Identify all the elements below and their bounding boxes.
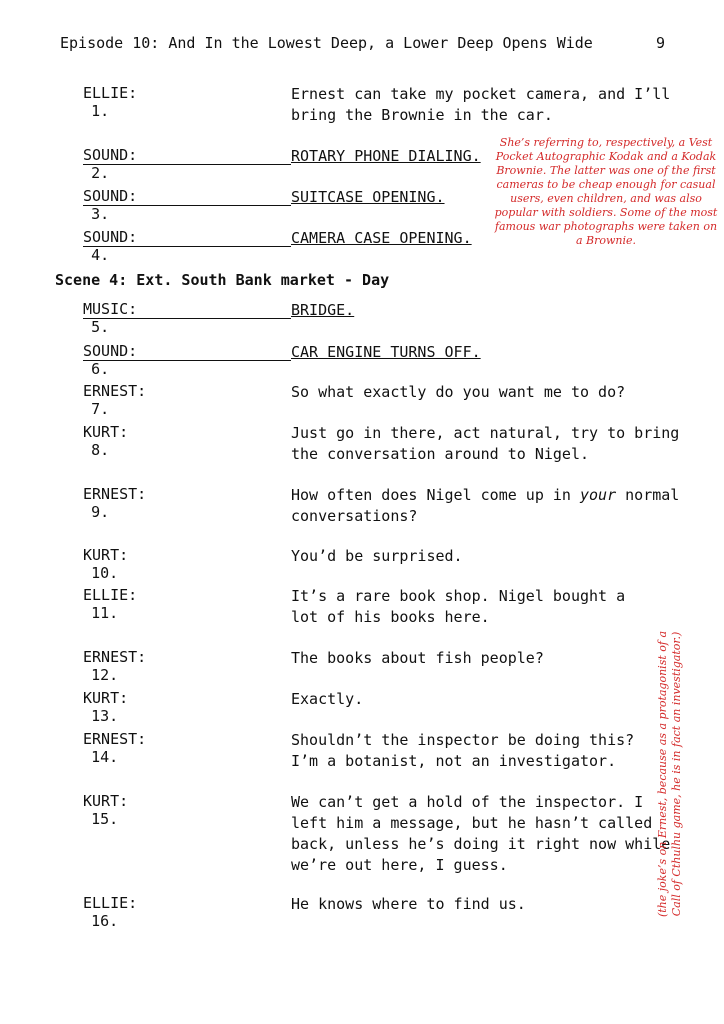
dialogue: He knows where to find us. <box>291 895 526 913</box>
dialogue-part: How often does Nigel come up in <box>291 486 580 504</box>
sound-cue: ROTARY PHONE DIALING. <box>291 147 481 165</box>
page-number: 9 <box>656 34 666 52</box>
dialogue <box>291 485 681 527</box>
dialogue: Exactly. <box>291 690 364 708</box>
handwritten-annotation-cameras: She’s referring to, respectively, a Vest Pocket Autographic Kodak and a Kodak Brownie. The latter was one of the first cameras to be cheap enough for casual users, even children, and was also popular with soldiers. Some of the most famous war photographs were taken on a Brownie. <box>494 136 718 247</box>
dialogue: Ernest can take my pocket camera, and I’ll bring the Brownie in the car. <box>291 85 671 124</box>
line-number: 6. <box>91 360 110 378</box>
script-line <box>55 894 526 984</box>
line-number: 15. <box>91 810 119 828</box>
dialogue: So what exactly do you want me to do? <box>291 383 626 401</box>
speaker: MUSIC: <box>83 300 138 318</box>
line-number: 11. <box>91 604 119 622</box>
episode-title: Episode 10: And In the Lowest Deep, a Lower Deep Opens Wide <box>60 34 593 52</box>
speaker: ERNEST: <box>83 730 147 748</box>
line-number: 14. <box>91 748 119 766</box>
dialogue: You’d be surprised. <box>291 547 463 565</box>
script-line <box>55 792 671 882</box>
speaker: ERNEST: <box>83 648 147 666</box>
speaker: KURT: <box>83 792 129 810</box>
line-number: 2. <box>91 164 110 182</box>
sound-cue: SUITCASE OPENING. <box>291 188 445 206</box>
line-number: 12. <box>91 666 119 684</box>
dialogue: The books about fish people? <box>291 649 544 667</box>
speaker: ERNEST: <box>83 382 147 400</box>
speaker: SOUND: <box>83 228 138 246</box>
speaker: KURT: <box>83 689 129 707</box>
speaker: ERNEST: <box>83 485 147 503</box>
line-number: 4. <box>91 246 110 264</box>
speaker: KURT: <box>83 546 129 564</box>
music-cue: BRIDGE. <box>291 301 355 319</box>
dialogue-part: normal conversations? <box>291 486 680 525</box>
line-number: 8. <box>91 441 110 459</box>
speaker: ELLIE: <box>83 586 138 604</box>
line-number: 10. <box>91 564 119 582</box>
dialogue: It’s a rare book shop. Nigel bought a lot of his books here. <box>291 587 626 626</box>
speaker: SOUND: <box>83 146 138 164</box>
speaker: SOUND: <box>83 187 138 205</box>
line-number: 7. <box>91 400 110 418</box>
dialogue-emphasis: your <box>579 486 617 504</box>
line-number: 5. <box>91 318 110 336</box>
speaker: KURT: <box>83 423 129 441</box>
dialogue: Shouldn’t the inspector be doing this? I’m a botanist, not an investigator. <box>291 731 635 770</box>
dialogue: Just go in there, act natural, try to bring the conversation around to Nigel. <box>291 424 680 463</box>
line-number: 9. <box>91 503 110 521</box>
line-number: 13. <box>91 707 119 725</box>
dialogue: We can’t get a hold of the inspector. I left him a message, but he hasn’t called back, unless he’s doing it right now while we’re out here, I guess. <box>291 793 671 874</box>
sound-cue: CAR ENGINE TURNS OFF. <box>291 343 481 361</box>
speaker: ELLIE: <box>83 894 138 912</box>
line-number: 1. <box>91 102 110 120</box>
scene-heading: Scene 4: Ext. South Bank market - Day <box>55 271 390 289</box>
line-number: 3. <box>91 205 110 223</box>
sound-cue: CAMERA CASE OPENING. <box>291 229 472 247</box>
line-number: 16. <box>91 912 119 930</box>
speaker: ELLIE: <box>83 84 138 102</box>
speaker: SOUND: <box>83 342 138 360</box>
handwritten-annotation-investigator: (the joke’s on Ernest, because as a protagonist of a Call of Cthulhu game, he is in fact an investigator.) <box>656 630 683 918</box>
